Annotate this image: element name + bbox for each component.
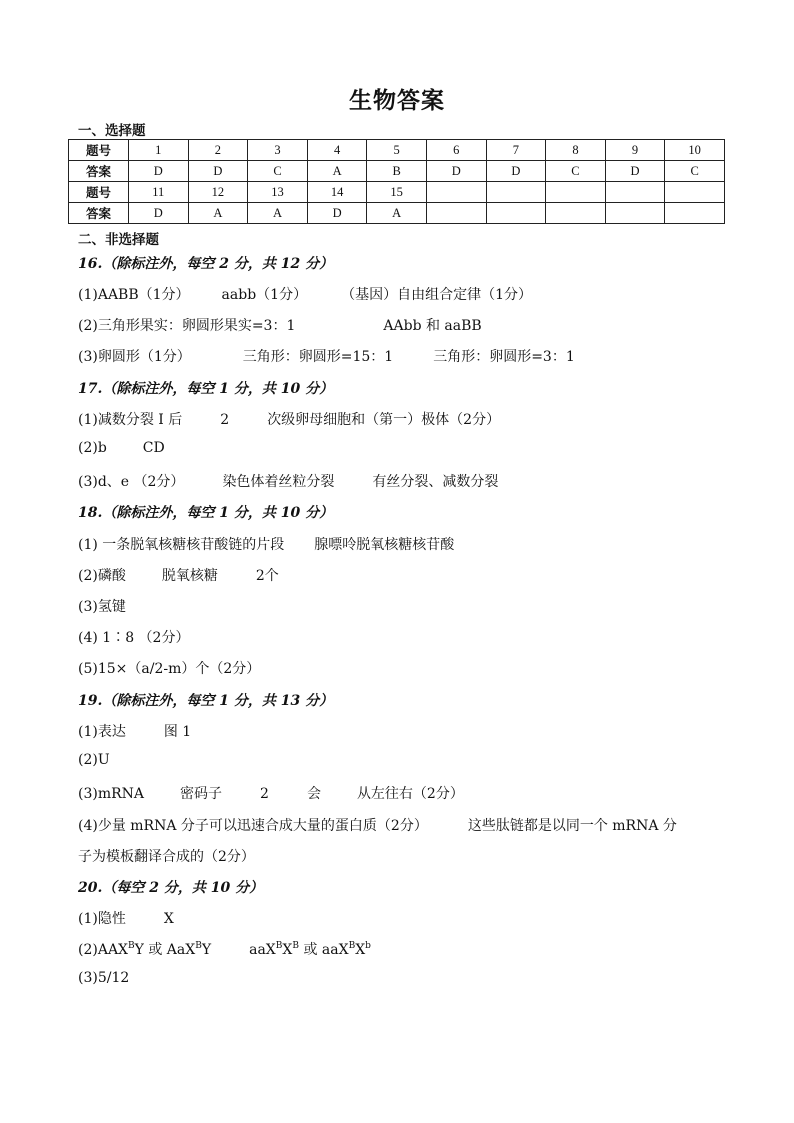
answer-line: (3)氢键: [78, 599, 126, 615]
row-label: 题号: [69, 140, 129, 161]
superscript: B: [348, 941, 356, 951]
superscript: B: [195, 941, 202, 951]
answer-text: (1)隐性: [78, 911, 126, 927]
question-number: [426, 182, 486, 203]
genotype-text: Y 或 AaX: [134, 942, 196, 958]
answer-text: 染色体着丝粒分裂: [222, 474, 335, 490]
question-number: 11: [129, 182, 189, 203]
genotype-text: X: [355, 942, 366, 958]
answer-line: [78, 534, 454, 554]
answer-text: 三角形：卵圆形=15：1: [242, 349, 394, 365]
answer-cell: A: [367, 203, 427, 224]
superscript: B: [292, 941, 299, 951]
question-number: 9: [605, 140, 665, 161]
answer-cell: A: [307, 161, 367, 182]
answer-cell: C: [546, 161, 606, 182]
table-row: [69, 203, 725, 224]
answer-cell: D: [307, 203, 367, 224]
answer-text: (2)b: [78, 440, 107, 456]
answer-cell: B: [367, 161, 427, 182]
multiple-choice-answer-table: [68, 139, 725, 224]
question-17-heading: 17.（除标注外，每空 1 分，共 10 分）: [78, 381, 334, 397]
question-number: 15: [367, 182, 427, 203]
answer-text: 2: [260, 786, 269, 802]
answer-line: [78, 721, 191, 741]
answer-line: [78, 939, 371, 959]
question-20-heading: 20.（每空 2 分，共 10 分）: [78, 880, 264, 896]
answer-cell: [546, 203, 606, 224]
answer-text: 这些肽链都是以同一个 mRNA 分: [467, 818, 677, 834]
answer-cell: D: [426, 161, 486, 182]
answer-text: CD: [142, 440, 165, 456]
answer-cell: D: [605, 161, 665, 182]
question-number: [546, 182, 606, 203]
answer-text: 有丝分裂、减数分裂: [372, 474, 499, 490]
answer-line: [78, 815, 677, 835]
answer-line: [78, 783, 464, 803]
answer-text: 会: [306, 786, 321, 802]
question-number: 8: [546, 140, 606, 161]
answer-cell: C: [665, 161, 725, 182]
question-number: 1: [129, 140, 189, 161]
answer-cell: D: [129, 161, 189, 182]
question-number: 3: [248, 140, 308, 161]
answer-text: (2)三角形果实：卵圆形果实=3：1: [78, 318, 296, 334]
question-number: 2: [188, 140, 248, 161]
section-heading-non-choice: 二、非选择题: [78, 232, 159, 248]
row-label: 答案: [69, 203, 129, 224]
question-number: 6: [426, 140, 486, 161]
answer-line: [78, 565, 279, 585]
answer-text: (3)卵圆形（1分）: [78, 349, 191, 365]
genotype-text: Y: [201, 942, 212, 958]
question-number: 12: [188, 182, 248, 203]
question-number: 10: [665, 140, 725, 161]
answer-cell: A: [188, 203, 248, 224]
answer-cell: D: [129, 203, 189, 224]
answer-line: [78, 440, 165, 456]
answer-text: 图 1: [163, 724, 192, 740]
question-number: [605, 182, 665, 203]
answer-line: (4) 1∶8 （2分）: [78, 630, 190, 646]
answer-text: (2)磷酸: [78, 568, 126, 584]
answer-text: 次级卵母细胞和（第一）极体（2分）: [267, 412, 501, 428]
answer-line: [78, 315, 482, 335]
row-label: 答案: [69, 161, 129, 182]
answer-cell: D: [188, 161, 248, 182]
answer-line: (3)5/12: [78, 970, 130, 986]
answer-line: (2)U: [78, 752, 110, 768]
answer-text: (1)表达: [78, 724, 126, 740]
row-label: 题号: [69, 182, 129, 203]
question-number: [665, 182, 725, 203]
question-number: 5: [367, 140, 427, 161]
answer-text: 三角形：卵圆形=3：1: [433, 349, 575, 365]
answer-line: [78, 409, 500, 429]
question-number: 7: [486, 140, 546, 161]
answer-text: aabb（1分）: [221, 287, 308, 303]
superscript: B: [275, 941, 283, 951]
table-row: [69, 140, 725, 161]
answer-text: 2个: [255, 568, 279, 584]
question-number: [486, 182, 546, 203]
answer-line: [78, 471, 498, 491]
question-number: 13: [248, 182, 308, 203]
answer-line: [78, 346, 575, 366]
table-row: [69, 182, 725, 203]
answer-line: [78, 284, 532, 304]
answer-cell: A: [248, 203, 308, 224]
answer-text: (4)少量 mRNA 分子可以迅速合成大量的蛋白质（2分）: [78, 818, 428, 834]
question-number: 14: [307, 182, 367, 203]
answer-text: AAbb 和 aaBB: [383, 318, 482, 334]
question-19-heading: 19.（除标注外，每空 1 分，共 13 分）: [78, 693, 334, 709]
answer-text: (1)AABB（1分）: [78, 287, 190, 303]
answer-text: 腺嘌呤脱氧核糖核苷酸: [314, 537, 455, 553]
answer-line: 子为模板翻译合成的（2分）: [78, 849, 255, 865]
answer-cell: [605, 203, 665, 224]
genotype-text: 或 aaX: [299, 942, 349, 958]
answer-text: （基因）自由组合定律（1分）: [341, 287, 532, 303]
answer-cell: [665, 203, 725, 224]
answer-line: [78, 908, 174, 928]
answer-cell: C: [248, 161, 308, 182]
genotype-text: X: [282, 942, 293, 958]
question-number: 4: [307, 140, 367, 161]
question-16-heading: 16.（除标注外，每空 2 分，共 12 分）: [78, 256, 334, 272]
page-title: 生物答案: [349, 88, 445, 114]
answer-text: (1) 一条脱氧核糖核苷酸链的片段: [78, 537, 285, 553]
answer-text: (3)d、e （2分）: [78, 474, 185, 490]
table-row: [69, 161, 725, 182]
superscript: b: [365, 941, 371, 951]
answer-cell: D: [486, 161, 546, 182]
genotype-text: aaX: [249, 942, 276, 958]
answer-cell: [426, 203, 486, 224]
answer-text: (3)mRNA: [78, 786, 145, 802]
section-heading-multiple-choice: 一、选择题: [78, 123, 146, 139]
genotype-text: (2)AAX: [78, 942, 129, 958]
answer-text: X: [163, 911, 174, 927]
answer-cell: [486, 203, 546, 224]
superscript: B: [128, 941, 135, 951]
answer-line: (5)15×（a/2-m）个（2分）: [78, 661, 261, 677]
answer-text: 2: [220, 412, 230, 428]
question-18-heading: 18.（除标注外，每空 1 分，共 10 分）: [78, 505, 334, 521]
answer-text: 从左往右（2分）: [356, 786, 464, 802]
answer-text: 脱氧核糖: [161, 568, 218, 584]
answer-text: (1)减数分裂 I 后: [78, 412, 183, 428]
answer-text: 密码子: [180, 786, 223, 802]
